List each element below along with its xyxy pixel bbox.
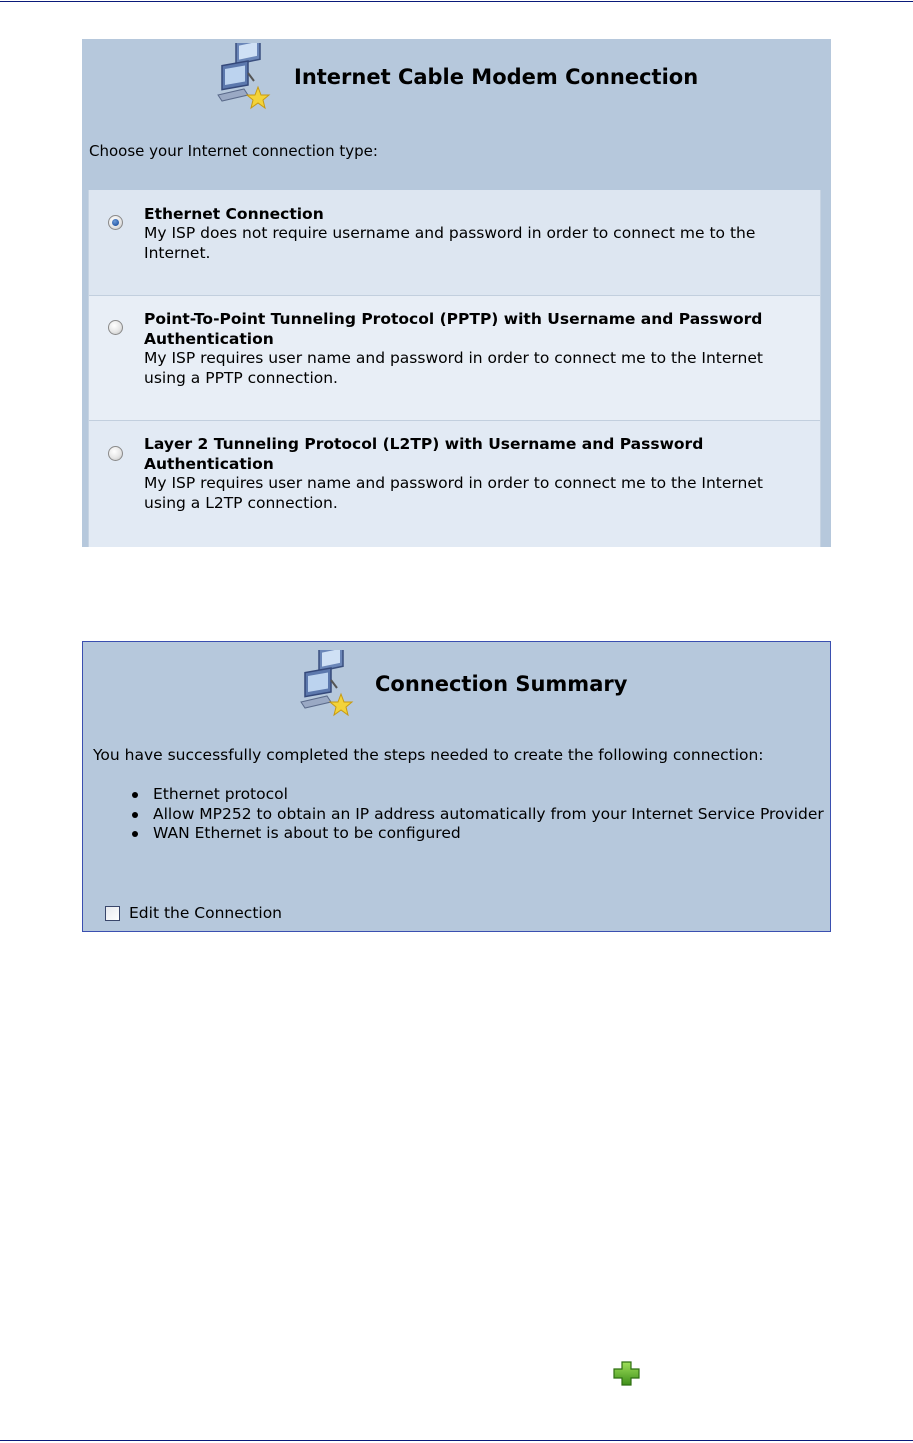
- network-wizard-icon: [297, 650, 357, 720]
- option-title: Layer 2 Tunneling Protocol (L2TP) with Username and Password Authentication: [144, 435, 704, 473]
- summary-intro: You have successfully completed the steps needed to create the following connection:: [93, 746, 764, 764]
- cable-modem-connection-panel: [82, 39, 831, 547]
- option-l2tp[interactable]: [89, 421, 820, 547]
- option-description: My ISP requires user name and password in order to connect me to the Internet using a PPTP connection.: [144, 349, 763, 387]
- list-item: WAN Ethernet is about to be configured: [93, 824, 828, 844]
- radio-icon[interactable]: [108, 320, 123, 335]
- page-title: Internet Cable Modem Connection: [294, 65, 699, 89]
- list-item: Ethernet protocol: [93, 785, 828, 805]
- list-item: Allow MP252 to obtain an IP address automatically from your Internet Service Provider: [93, 805, 828, 825]
- connection-type-options: [88, 190, 821, 547]
- option-title: Point-To-Point Tunneling Protocol (PPTP) with Username and Password Authentication: [144, 310, 763, 348]
- edit-connection-checkbox[interactable]: [105, 906, 120, 921]
- connection-type-prompt: Choose your Internet connection type:: [89, 142, 378, 160]
- radio-icon[interactable]: [108, 215, 123, 230]
- edit-connection-label[interactable]: Edit the Connection: [129, 904, 283, 922]
- summary-list: [93, 785, 828, 844]
- connection-summary-panel: [82, 641, 831, 932]
- option-ethernet[interactable]: [89, 190, 820, 296]
- option-description: My ISP requires user name and password in order to connect me to the Internet using a L2TP connection.: [144, 474, 763, 512]
- option-pptp[interactable]: [89, 296, 820, 421]
- option-title: Ethernet Connection: [144, 205, 324, 223]
- option-description: My ISP does not require username and password in order to connect me to the Internet.: [144, 224, 756, 262]
- top-rule: [0, 1, 913, 2]
- bottom-rule: [0, 1440, 913, 1441]
- panel-header: [82, 39, 831, 139]
- plus-icon[interactable]: [612, 1360, 641, 1387]
- radio-icon[interactable]: [108, 446, 123, 461]
- summary-title: Connection Summary: [375, 672, 628, 696]
- network-wizard-icon: [214, 43, 274, 113]
